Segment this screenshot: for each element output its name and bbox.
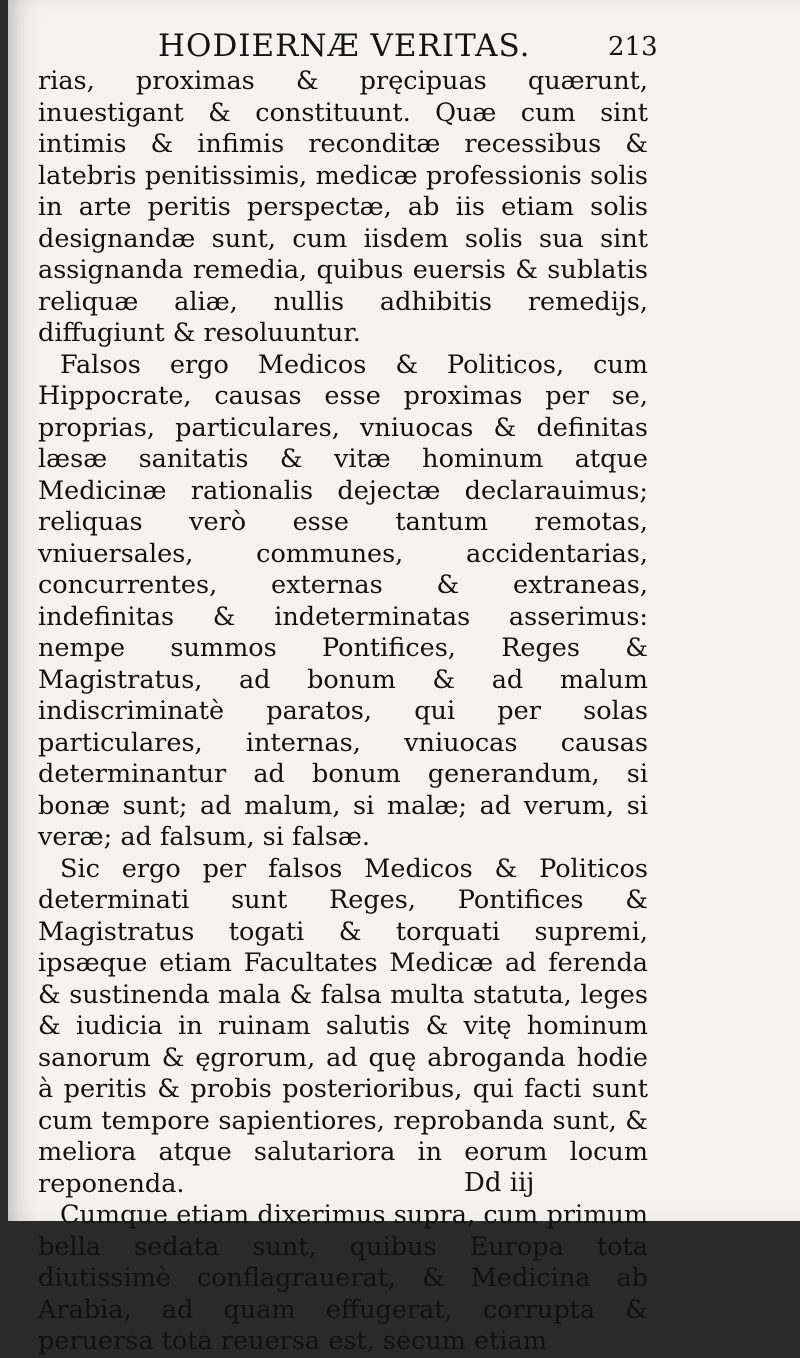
book-page xyxy=(8,0,800,1356)
paragraph-3: Sic ergo per falsos Medicos & Politicos determinati sunt Reges, Pontifices & Magistratus togati & torquati supremi, ipsæque etiam Facultates Medicæ ad ferenda & sustinenda mala & falsa multa statuta, leges & iudicia in ruinam salutis & vitę hominum sanorum & ęgrorum, ad quę abroganda hodie à peritis & probis posterioribus, qui facti sunt cum tempore sapientiores, reprobanda sunt, & meliora atque salutariora in eorum locum reponenda. xyxy=(38,853,648,1199)
page-number: 213 xyxy=(608,32,658,62)
running-title: HODIERNÆ VERITAS. xyxy=(158,28,531,64)
paragraph-4: Cumque etiam dixerimus supra, cum primum bella sedata sunt, quibus Europa tota diutissimè conflagrauerat, & Medicina ab Arabia, ad quam effugerat, corrupta & peruersa tota reuersa est, secum etiam xyxy=(38,1200,648,1356)
paragraph-2: Falsos ergo Medicos & Politicos, cum Hippocrate, causas esse proximas per se, proprias, particulares, vniuocas & definitas læsæ sanitatis & vitæ hominum atque Medicinæ rationalis dejectæ declarauimus; reliquas verò esse tantum remotas, vniuersales, communes, accidentarias, concurrentes, externas & extraneas, indefinitas & indeterminatas asserimus: nempe summos Pontifices, Reges & Magistratus, ad bonum & ad malum indiscriminatè paratos, qui per solas particulares, internas, vniuocas causas determinantur ad bonum generandum, si bonæ sunt; ad malum, si malæ; ad verum, si veræ; ad falsum, si falsæ. xyxy=(38,349,648,852)
body-text xyxy=(38,66,648,1358)
signature-mark: Dd iij xyxy=(464,1168,535,1198)
paragraph-1: rias, proximas & pręcipuas quærunt, inuestigant & constituunt. Quæ cum sint intimis & infimis reconditæ recessibus & latebris penitissimis, medicæ professionis solis in arte peritis perspectæ, ab iis etiam solis designandæ sunt, cum iisdem solis sua sint assignanda remedia, quibus euersis & sublatis reliquæ aliæ, nullis adhibitis remedijs, diffugiunt & resoluuntur. xyxy=(38,66,648,348)
